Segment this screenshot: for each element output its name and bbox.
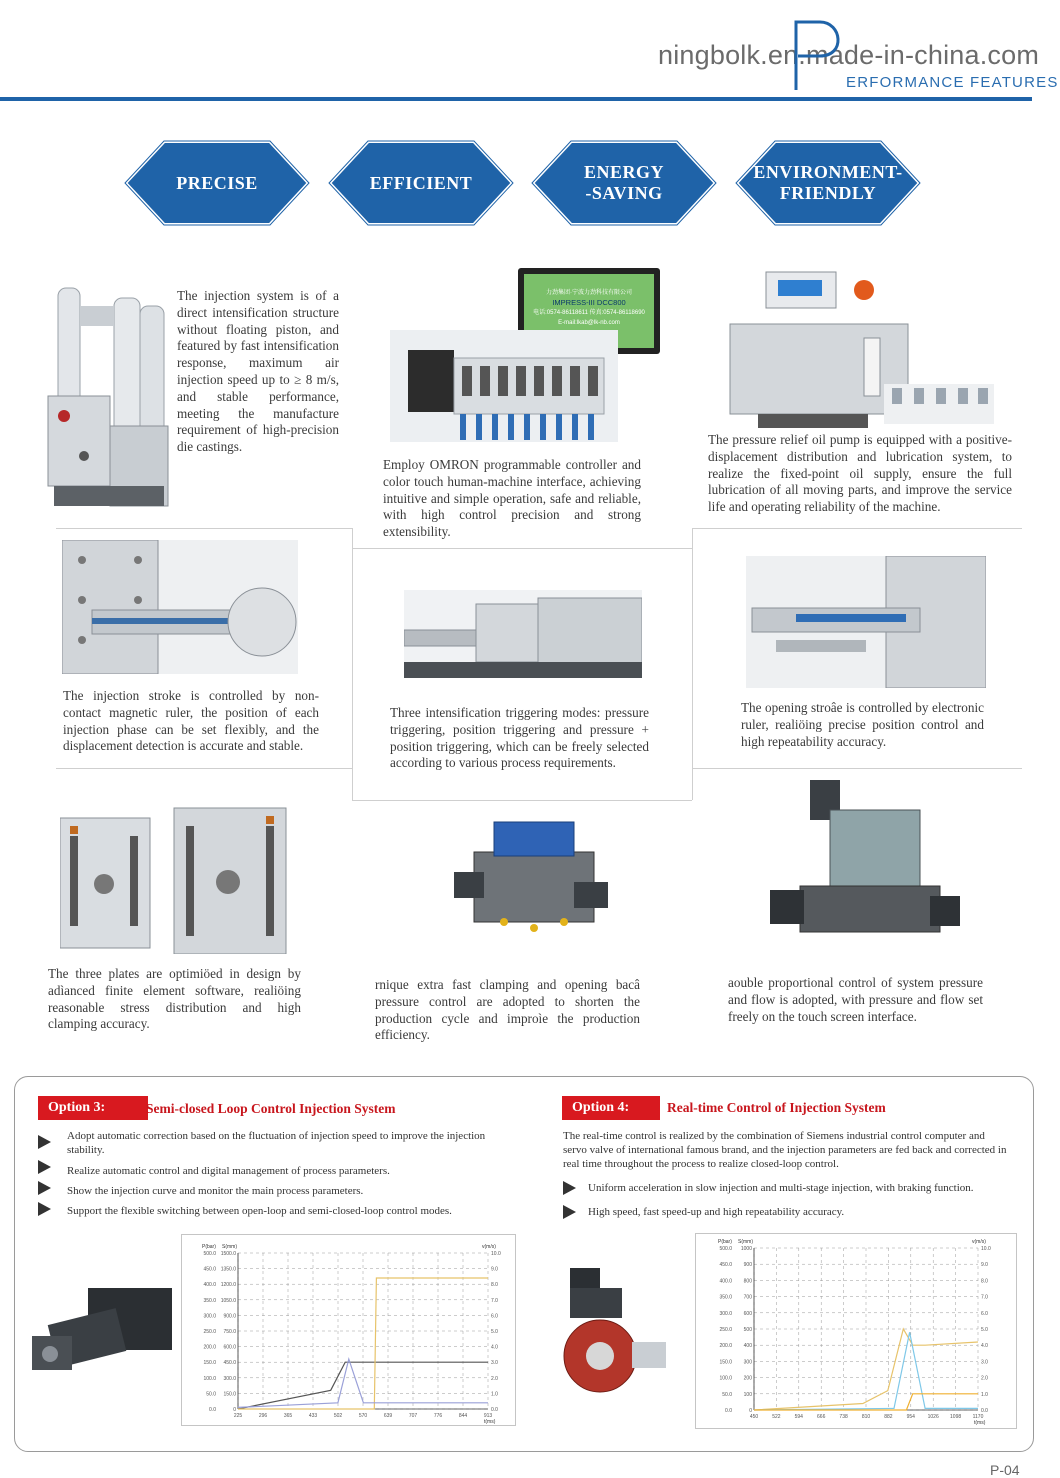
servo-valve-red-photo: [562, 1268, 670, 1396]
y-tick-label: 50.0: [206, 1391, 216, 1398]
y-right-axis-label: v(m/s): [972, 1239, 986, 1245]
y-right-tick-label: 8.0: [491, 1282, 498, 1289]
y-tick-label: 400.0: [719, 1278, 732, 1285]
chart-semi-closed-loop: [181, 1234, 516, 1426]
y2-axis-label: S(mm): [738, 1239, 753, 1245]
x-tick-label: 594: [794, 1414, 803, 1420]
y-right-tick-label: 5.0: [491, 1329, 498, 1335]
y-tick-label: 200.0: [203, 1344, 216, 1351]
y2-tick-label: 1350.0: [220, 1266, 236, 1273]
y2-tick-label: 1200.0: [220, 1282, 236, 1289]
y-tick-label: 300.0: [719, 1310, 732, 1317]
x-tick-label: 707: [408, 1413, 418, 1419]
option4-intro: The real-time control is realized by the combination of Siemens industrial control computer and servo valve of international famous brand, and the injection parameters are fed back and corrected in real time throughout the process to realize closed-loop control.: [563, 1130, 1007, 1170]
desc-omron-controller: Employ OMRON programmable controller and color touch human-machine interface, achieving intuitive and simple operation, safe and reliable, with high control precision and strong extensibility.: [383, 457, 641, 540]
option4-bullet: Uniform acceleration in slow injection and multi-stage injection, with braking function.: [588, 1182, 974, 1194]
option3-title: Semi-closed Loop Control Injection System: [146, 1101, 396, 1116]
y-tick-label: 50.0: [722, 1391, 732, 1398]
divider: [352, 548, 692, 549]
y-tick-label: 150.0: [203, 1360, 216, 1367]
hmi-line4: E-mail:lkab@lk-nb.com: [558, 320, 620, 326]
y2-tick-label: 1500.0: [220, 1251, 236, 1257]
y-right-tick-label: 2.0: [981, 1375, 988, 1382]
x-tick-label: 502: [333, 1413, 343, 1419]
bullet-arrow-icon: [38, 1202, 51, 1216]
divider: [692, 768, 1022, 769]
x-axis-label: t(ms): [974, 1420, 986, 1426]
x-tick-label: 570: [358, 1413, 368, 1419]
y2-tick-label: 300: [743, 1359, 752, 1366]
x-tick-label: 882: [884, 1414, 893, 1420]
y-tick-label: 350.0: [719, 1294, 732, 1301]
divider: [352, 800, 692, 801]
y-right-tick-label: 7.0: [981, 1294, 988, 1301]
y-tick-label: 0.0: [209, 1407, 216, 1413]
option4-bullet: High speed, fast speed-up and high repeatability accuracy.: [588, 1206, 845, 1218]
y2-tick-label: 600: [743, 1310, 752, 1317]
injection-unit-photo: [44, 276, 172, 508]
divider: [692, 528, 1022, 529]
x-tick-label: 225: [233, 1413, 243, 1419]
hmi-line1: 力劲集团·宁波力劲科技有限公司: [546, 290, 632, 296]
y-right-tick-label: 3.0: [981, 1359, 988, 1366]
y2-tick-label: 400: [743, 1343, 752, 1350]
x-tick-label: 954: [906, 1414, 915, 1420]
x-tick-label: 844: [458, 1413, 468, 1419]
divider: [56, 528, 352, 529]
x-tick-label: 433: [308, 1413, 318, 1419]
divider: [352, 528, 353, 800]
y-tick-label: 400.0: [203, 1282, 216, 1289]
y-tick-label: 500.0: [203, 1251, 216, 1257]
y-tick-label: 250.0: [719, 1327, 732, 1333]
desc-injection-system: The injection system is of a direct intensification structure without floating piston, and featured by fast intensification response, maximum air injection speed up to ≥ 8 m/s, and stable performance, meeting the manufacture requirement of high-precision die castings.: [177, 288, 339, 455]
option4-title: Real-time Control of Injection System: [667, 1100, 886, 1115]
desc-injection-stroke: The injection stroke is controlled by non-contact magnetic ruler, the position of each injection phase can be set flexibly, and the displacement detection is accurate and stable.: [63, 688, 319, 754]
y2-tick-label: 1000: [740, 1246, 752, 1252]
header-site-url: ningbolk.en.made-in-china.com: [658, 40, 1040, 70]
y-right-tick-label: 3.0: [491, 1360, 498, 1367]
hmi-line3: 电话:0574-86118611 传真:0574-86118690: [533, 310, 645, 316]
feature-badge-precise: PRECISE: [124, 140, 310, 226]
y-right-tick-label: 2.0: [491, 1375, 498, 1382]
servo-valve-photo: [32, 1286, 174, 1394]
y-tick-label: 500.0: [719, 1246, 732, 1252]
y-tick-label: 350.0: [203, 1297, 216, 1304]
y-right-tick-label: 8.0: [981, 1278, 988, 1285]
desc-clamping-control: rnique extra fast clamping and opening bacâ pressure control are adopted to shorten the production cycle and improìe the production efficiency.: [375, 977, 640, 1043]
y-tick-label: 450.0: [719, 1262, 732, 1269]
x-tick-label: 296: [258, 1413, 268, 1419]
intensification-cylinder-photo: [404, 590, 642, 678]
y-tick-label: 450.0: [203, 1266, 216, 1273]
page-number: P-04: [990, 1462, 1020, 1478]
proportional-valve-photo: [770, 780, 960, 958]
y2-tick-label: 900: [743, 1262, 752, 1269]
electronic-ruler-photo: [746, 556, 986, 688]
x-tick-label: 522: [772, 1414, 781, 1420]
x-tick-label: 639: [383, 1413, 393, 1419]
y-right-tick-label: 6.0: [981, 1310, 988, 1317]
desc-proportional-control: aouble proportional control of system pressure and flow is adopted, with pressure and flow set freely on the touch screen interface.: [728, 975, 983, 1024]
y-right-tick-label: 0.0: [491, 1407, 498, 1413]
divider: [692, 528, 693, 800]
option3-bullet: Support the flexible switching between open-loop and semi-closed-loop control modes.: [67, 1205, 452, 1217]
y-right-axis-label: v(m/s): [482, 1244, 496, 1250]
option3-bullet: Show the injection curve and monitor the main process parameters.: [67, 1185, 364, 1197]
desc-three-plates: The three plates are optimiöed in design by adìanced finite element software, realiöing reasonable stress distribution and high clamping accuracy.: [48, 966, 301, 1032]
x-tick-label: 810: [861, 1414, 871, 1420]
x-tick-label: 738: [839, 1414, 848, 1420]
feature-badge-environment-friendly: ENVIRONMENT- FRIENDLY: [735, 140, 921, 226]
header-subtitle: ERFORMANCE FEATURES: [846, 74, 1059, 91]
y2-tick-label: 0: [749, 1408, 752, 1414]
header-rule: [0, 97, 1032, 101]
y2-tick-label: 300.0: [223, 1375, 236, 1382]
y-tick-label: 0.0: [725, 1408, 732, 1414]
y2-tick-label: 100: [743, 1391, 752, 1398]
desc-triggering-modes: Three intensification triggering modes: pressure triggering, position triggering and pressure + position triggering, which can be freely selected according to various process requirements.: [390, 705, 649, 771]
y-axis-label: P(bar): [718, 1239, 732, 1245]
y-right-tick-label: 10.0: [491, 1251, 501, 1257]
three-plates-photo: [60, 806, 290, 954]
x-tick-label: 1098: [950, 1414, 962, 1420]
y-right-tick-label: 1.0: [981, 1391, 988, 1398]
y-right-tick-label: 1.0: [491, 1391, 498, 1398]
desc-oil-pump: The pressure relief oil pump is equipped with a positive-displacement distribution and lubrication system, to realize the fixed-point oil supply, ensure the full lubrication of all moving parts, and improve the service life and operating reliability of the machine.: [708, 432, 1012, 515]
y-tick-label: 250.0: [203, 1329, 216, 1335]
chart-series-line: [238, 1359, 488, 1407]
bullet-arrow-icon: [563, 1181, 576, 1195]
y-tick-label: 100.0: [719, 1375, 732, 1382]
y2-tick-label: 0: [233, 1407, 236, 1413]
bullet-arrow-icon: [38, 1181, 51, 1195]
y2-tick-label: 450.0: [223, 1360, 236, 1367]
bullet-arrow-icon: [38, 1135, 51, 1149]
chart-real-time-control: [695, 1233, 1017, 1429]
y-right-tick-label: 4.0: [491, 1344, 498, 1351]
desc-opening-stroke: The opening stroâe is controlled by electronic ruler, realiöing precise position control and high repeatability accuracy.: [741, 700, 984, 749]
x-tick-label: 776: [433, 1413, 443, 1419]
y2-tick-label: 600.0: [223, 1344, 236, 1351]
plc-controller-photo: [390, 330, 618, 442]
y2-tick-label: 700: [743, 1294, 752, 1301]
y2-tick-label: 1050.0: [220, 1297, 236, 1304]
bullet-arrow-icon: [563, 1205, 576, 1219]
bullet-arrow-icon: [38, 1160, 51, 1174]
x-axis-label: t(ms): [484, 1419, 496, 1425]
y-right-tick-label: 7.0: [491, 1297, 498, 1304]
y-right-tick-label: 4.0: [981, 1343, 988, 1350]
magnetic-ruler-photo: [62, 540, 298, 674]
y-right-tick-label: 9.0: [981, 1262, 988, 1269]
y-axis-label: P(bar): [202, 1244, 216, 1250]
option3-bullet: Realize automatic control and digital management of process parameters.: [67, 1165, 390, 1177]
x-tick-label: 1026: [927, 1414, 939, 1420]
y-tick-label: 300.0: [203, 1313, 216, 1320]
option4-badge: Option 4:: [562, 1096, 660, 1120]
y2-tick-label: 750.0: [223, 1329, 236, 1335]
clamping-valve-photo: [444, 812, 614, 962]
p-logo-icon: [790, 18, 850, 90]
y-right-tick-label: 10.0: [981, 1246, 991, 1252]
x-tick-label: 666: [817, 1414, 826, 1420]
feature-badge-energy-saving: ENERGY -SAVING: [531, 140, 717, 226]
y-right-tick-label: 5.0: [981, 1327, 988, 1333]
option3-badge: Option 3:: [38, 1096, 148, 1120]
x-tick-label: 365: [283, 1413, 293, 1419]
option3-bullet: Adopt automatic correction based on the fluctuation of injection speed to improve the injection stability.: [67, 1130, 486, 1156]
y-right-tick-label: 9.0: [491, 1266, 498, 1273]
y-right-tick-label: 0.0: [981, 1408, 988, 1414]
y-tick-label: 150.0: [719, 1359, 732, 1366]
hmi-line2: IMPRESS-III DCC800: [552, 298, 626, 307]
x-tick-label: 1170: [972, 1414, 984, 1420]
divider: [56, 768, 352, 769]
y-tick-label: 200.0: [719, 1343, 732, 1350]
y2-tick-label: 200: [743, 1375, 752, 1382]
y2-tick-label: 800: [743, 1278, 752, 1285]
x-tick-label: 913: [483, 1413, 493, 1419]
y2-tick-label: 150.0: [223, 1391, 236, 1398]
y-right-tick-label: 6.0: [491, 1313, 498, 1320]
y2-tick-label: 500: [743, 1327, 752, 1333]
x-tick-label: 450: [749, 1414, 759, 1420]
y2-tick-label: 900.0: [223, 1313, 236, 1320]
oil-pump-photo: [728, 268, 998, 428]
y2-axis-label: S(mm): [222, 1244, 237, 1250]
y-tick-label: 100.0: [203, 1375, 216, 1382]
feature-badge-efficient: EFFICIENT: [328, 140, 514, 226]
